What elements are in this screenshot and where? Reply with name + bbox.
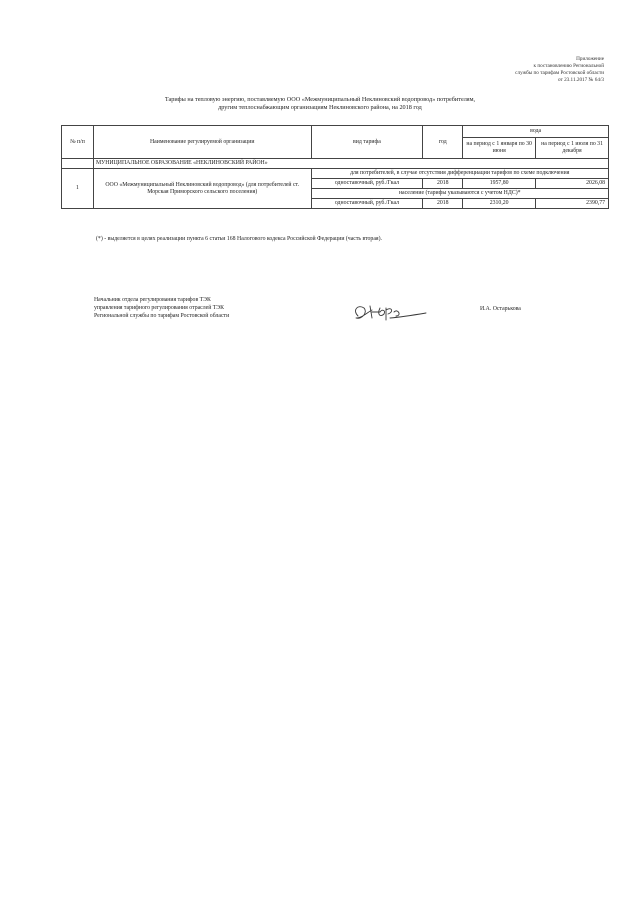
signer-title-line-1: Начальник отдела регулирования тарифов ТЭК — [94, 297, 211, 303]
signer-title-line-2: управления тарифного регулирования отраслей ТЭК — [94, 305, 224, 311]
group-1-year: 2018 — [423, 179, 463, 189]
table-header-row — [62, 126, 609, 138]
signer-title-line-3: Региональной службы по тарифам Ростовской области — [94, 313, 230, 319]
handwritten-signature — [350, 300, 428, 326]
signer-name: И.А. Остарькова — [480, 306, 521, 312]
group-2-value-2: 2390,77 — [536, 199, 609, 209]
section-title: МУНИЦИПАЛЬНОЕ ОБРАЗОВАНИЕ «НЕКЛИНОВСКИЙ РАЙОН» — [93, 159, 608, 169]
header-year: год — [423, 126, 463, 159]
header-tariff-type: вид тарифа — [311, 126, 423, 159]
header-period-2: на период с 1 июля по 31 декабря — [536, 138, 609, 159]
document-title-line-1: Тарифы на тепловую энергию, поставляемую ООО «Межмуниципальный Неклиновский водопровод» потребителям, — [164, 96, 476, 103]
appendix-line-3: службы по тарифам Ростовской области — [515, 70, 604, 76]
appendix-line-2: к постановлению Региональной — [533, 63, 604, 69]
document-title-line-2: другим теплоснабжающим организациям Неклиновского района, на 2018 год — [218, 104, 422, 111]
footnote: (*) - выделяется в целях реализации пункта 6 статьи 168 Налогового кодекса Российской Федерации (часть вторая). — [96, 236, 382, 242]
document-title — [90, 96, 550, 112]
header-num: № п/п — [62, 126, 94, 159]
group-1-value-1: 1957,80 — [463, 179, 536, 189]
appendix-line-4: от 23.11.2017 № 64/3 — [557, 77, 604, 83]
row-org-name: ООО «Межмуниципальный Неклиновский водопровод» (для потребителей ст. Морская Приморского сельского поселения) — [93, 169, 311, 209]
group-2-tariff-type: одноставочный, руб./Гкал — [311, 199, 423, 209]
section-row — [62, 159, 609, 169]
header-water: вода — [463, 126, 609, 138]
group-1-tariff-type: одноставочный, руб./Гкал — [311, 179, 423, 189]
appendix-line-1: Приложение — [576, 56, 604, 62]
group-1-value-2: 2026,08 — [536, 179, 609, 189]
header-period-1: на период с 1 января по 30 июня — [463, 138, 536, 159]
tariffs-table — [61, 125, 609, 209]
appendix-header — [515, 56, 604, 84]
group-2-value-1: 2310,20 — [463, 199, 536, 209]
row-num: 1 — [62, 169, 94, 209]
table-row — [62, 169, 609, 179]
header-org: Наименование регулируемой организации — [93, 126, 311, 159]
group-1-label: для потребителей, в случае отсутствия дифференциации тарифов по схеме подключения — [311, 169, 609, 179]
signer-title — [94, 296, 229, 320]
section-num-cell — [62, 159, 94, 169]
group-2-label: население (тарифы указываются с учетом НДС)* — [311, 189, 609, 199]
group-2-year: 2018 — [423, 199, 463, 209]
